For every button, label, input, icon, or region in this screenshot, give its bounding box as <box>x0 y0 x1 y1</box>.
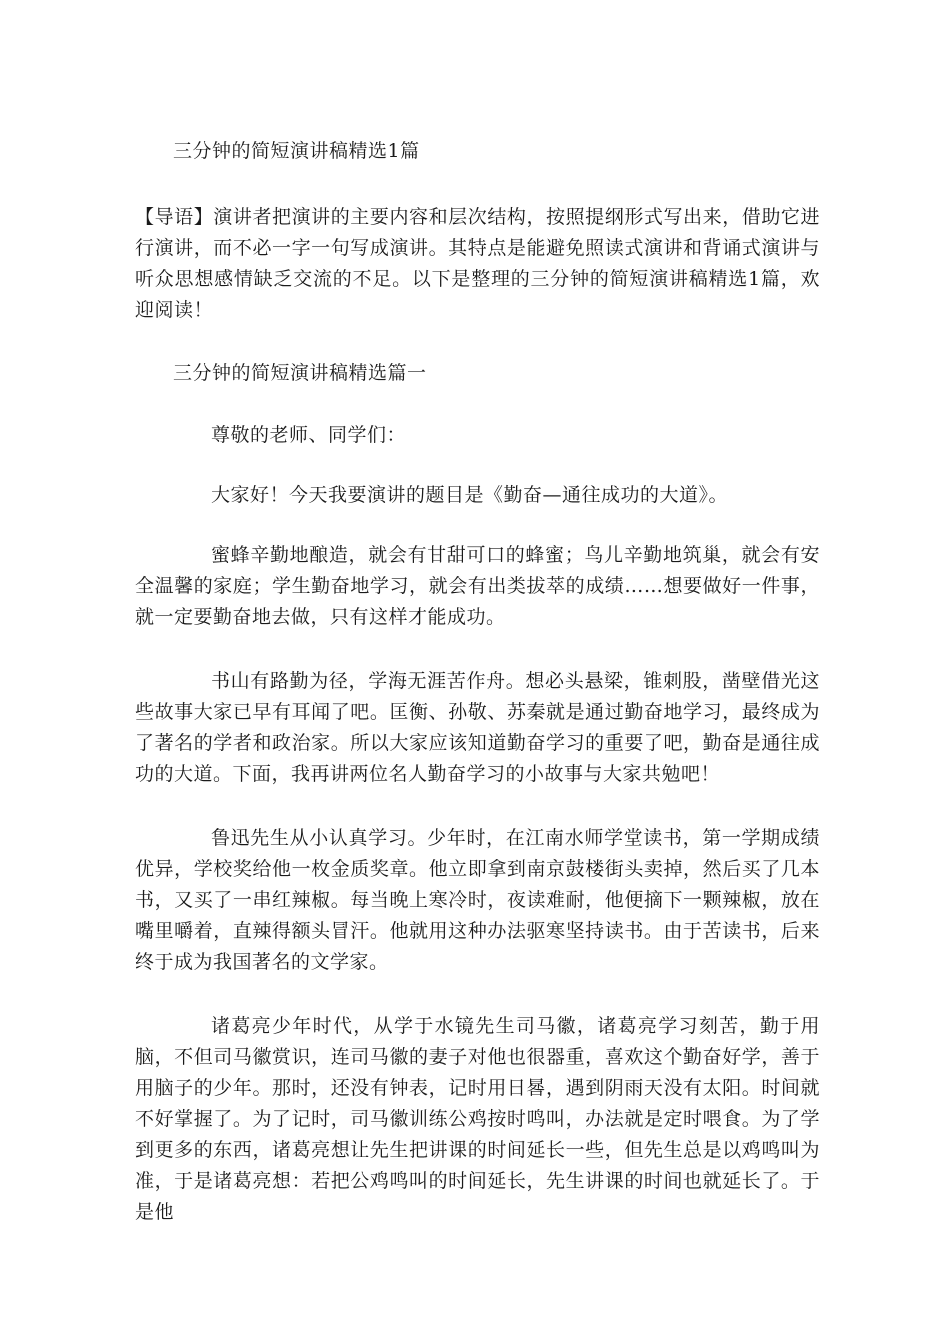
body-paragraph-diligence: 书山有路勤为径，学海无涯苦作舟。想必头悬梁，锥刺股，凿壁借光这些故事大家已早有耳闻了吧。匡衡、孙敬、苏秦就是通过勤奋地学习，最终成为了著名的学者和政治家。所以大家应该知道勤奋学习的重要了吧，勤奋是通往成功的大道。下面，我再讲两位名人勤奋学习的小故事与大家共勉吧！ <box>135 670 820 785</box>
section-title: 三分钟的简短演讲稿精选篇一 <box>173 362 427 384</box>
body-paragraph-zhugeliang: 诸葛亮少年时代，从学于水镜先生司马徽，诸葛亮学习刻苦，勤于用脑，不但司马徽赏识，连司马徽的妻子对他也很器重，喜欢这个勤奋好学，善于用脑子的少年。那时，还没有钟表，记时用日晷，遇到阴雨天没有太阳。时间就不好掌握了。为了记时，司马徽训练公鸡按时鸣叫，办法就是定时喂食。为了学到更多的东西，诸葛亮想让先生把讲课的时间延长一些，但先生总是以鸡鸣叫为准，于是诸葛亮想：若把公鸡鸣叫的时间延长，先生讲课的时间也就延长了。于是他 <box>135 1015 820 1223</box>
body-paragraph-luxun: 鲁迅先生从小认真学习。少年时，在江南水师学堂读书，第一学期成绩优异，学校奖给他一枚金质奖章。他立即拿到南京鼓楼街头卖掉，然后买了几本书，又买了一串红辣椒。每当晚上寒冷时，夜读难耐，他便摘下一颗辣椒，放在嘴里嚼着，直辣得额头冒汗。他就用这种办法驱寒坚持读书。由于苦读书，后来终于成为我国著名的文学家。 <box>135 827 820 973</box>
body-paragraph-bees: 蜜蜂辛勤地酿造，就会有甘甜可口的蜂蜜；鸟儿辛勤地筑巢，就会有安全温馨的家庭；学生勤奋地学习，就会有出类拔萃的成绩……想要做好一件事，就一定要勤奋地去做，只有这样才能成功。 <box>135 544 820 628</box>
document-body <box>135 136 820 1228</box>
document-title: 三分钟的简短演讲稿精选1篇 <box>173 140 420 162</box>
intro-paragraph: 【导语】演讲者把演讲的主要内容和层次结构，按照提纲形式写出来，借助它进行演讲，而不必一字一句写成演讲。其特点是能避免照读式演讲和背诵式演讲与听众思想感情缺乏交流的不足。以下是整理的三分钟的简短演讲稿精选1篇，欢迎阅读！ <box>135 206 820 321</box>
salutation: 尊敬的老师、同学们： <box>211 424 407 446</box>
greeting: 大家好！今天我要演讲的题目是《勤奋—通往成功的大道》。 <box>211 484 729 506</box>
